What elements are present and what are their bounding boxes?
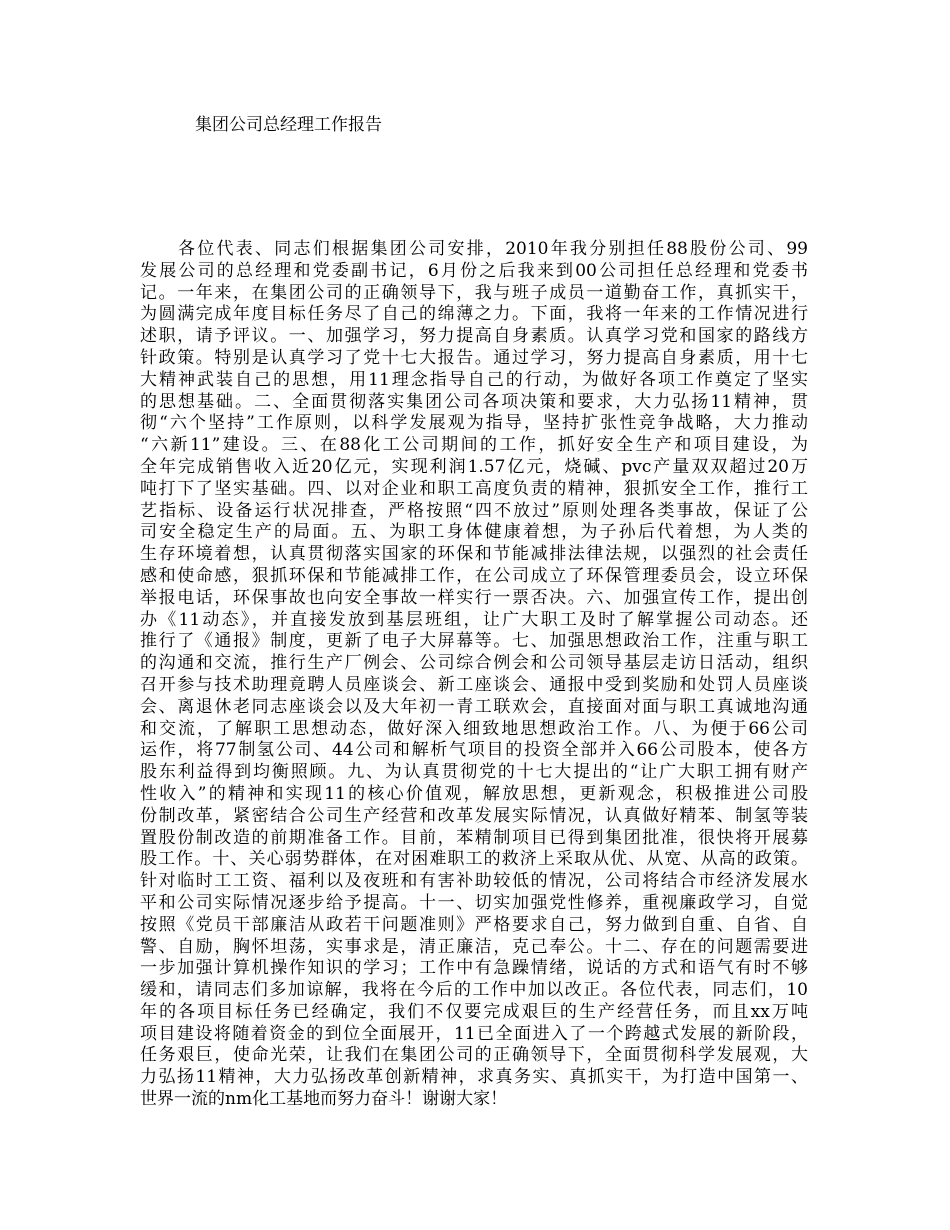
body-text-line: 置股份制改造的前期准备工作。目前，苯精制项目已得到集团批准，很快将开展募 xyxy=(140,827,808,848)
document-title: 集团公司总经理工作报告 xyxy=(195,115,382,135)
body-text-line: 举报电话，环保事故也向安全事故一样实行一票否决。六、加强宣传工作，提出创 xyxy=(140,587,808,608)
body-text-line: 各位代表、同志们根据集团公司安排，2010年我分别担任88股份公司、99 xyxy=(178,239,808,259)
body-text-line: 针对临时工工资、福利以及夜班和有害补助较低的情况，公司将结合市经济发展水 xyxy=(140,871,808,892)
body-text-line: 司安全稳定生产的局面。五、为职工身体健康着想，为子孙后代着想，为人类的 xyxy=(140,522,808,543)
body-text-line: 缓和，请同志们多加谅解，我将在今后的工作中加以改正。各位代表，同志们，10 xyxy=(140,980,808,1001)
body-text-line: 年的各项目标任务已经确定，我们不仅要完成艰巨的生产经营任务，而且xx万吨 xyxy=(140,1001,808,1022)
body-text-line: 艺指标、设备运行状况排查，严格按照“四不放过”原则处理各类事故，保证了公 xyxy=(140,500,808,521)
body-text-line: 为圆满完成年度目标任务尽了自己的绵薄之力。下面，我将一年来的工作情况进行 xyxy=(140,304,808,325)
body-text-line: 召开参与技术助理竟聘人员座谈会、新工座谈会、通报中受到奖励和处罚人员座谈 xyxy=(140,674,808,695)
body-text-line: 记。一年来，在集团公司的正确领导下，我与班子成员一道勤奋工作，真抓实干， xyxy=(140,282,808,303)
body-text-line: 大精神武装自己的思想，用11理念指导自己的行动，为做好各项工作奠定了坚实 xyxy=(140,369,808,390)
body-text-line: 份制改革，紧密结合公司生产经营和改革发展实际情况，认真做好精苯、制氢等装 xyxy=(140,805,808,826)
body-text-line: 会、离退休老同志座谈会以及大年初一青工联欢会，直接面对面与职工真诚地沟通 xyxy=(140,696,808,717)
body-text-line: 生存环境着想，认真贯彻落实国家的环保和节能减排法律法规，以强烈的社会责任 xyxy=(140,544,808,565)
body-text-line: 感和使命感，狠抓环保和节能减排工作，在公司成立了环保管理委员会，设立环保 xyxy=(140,565,808,586)
body-text-line: 股东利益得到均衡照顾。九、为认真贯彻党的十七大提出的“让广大职工拥有财产 xyxy=(140,762,808,783)
document-body xyxy=(140,239,808,1111)
body-text-line: 述职，请予评议。一、加强学习，努力提高自身素质。认真学习党和国家的路线方 xyxy=(140,326,808,347)
body-text-line: 力弘扬11精神，大力弘扬改革创新精神，求真务实、真抓实干，为打造中国第一、 xyxy=(140,1067,808,1088)
body-text-line: 彻“六个坚持”工作原则，以科学发展观为指导，坚持扩张性竞争战略，大力推动 xyxy=(140,413,808,434)
body-text-line: 警、自励，胸怀坦荡，实事求是，清正廉洁，克己奉公。十二、存在的问题需要进 xyxy=(140,936,808,957)
body-text-line: 针政策。特别是认真学习了党十七大报告。通过学习，努力提高自身素质，用十七 xyxy=(140,347,808,368)
body-text-line: 吨打下了坚实基础。四、以对企业和职工高度负责的精神，狠抓安全工作，推行工 xyxy=(140,478,808,499)
body-text-line: 任务艰巨，使命光荣，让我们在集团公司的正确领导下，全面贯彻科学发展观，大 xyxy=(140,1045,808,1066)
body-text-line: 一步加强计算机操作知识的学习；工作中有急躁情绪，说话的方式和语气有时不够 xyxy=(140,958,808,979)
body-text-line: “六新11”建设。三、在88化工公司期间的工作，抓好安全生产和项目建设，为 xyxy=(140,435,808,456)
body-text-line: 推行了《通报》制度，更新了电子大屏幕等。七、加强思想政治工作，注重与职工 xyxy=(140,631,808,652)
body-text-line: 世界一流的nm化工基地而努力奋斗！谢谢大家！ xyxy=(140,1089,508,1110)
body-text-line: 发展公司的总经理和党委副书记，6月份之后我来到00公司担任总经理和党委书 xyxy=(140,260,808,281)
body-text-line: 性收入”的精神和实现11的核心价值观，解放思想，更新观念，积极推进公司股 xyxy=(140,783,808,804)
body-text-line: 的思想基础。二、全面贯彻落实集团公司各项决策和要求，大力弘扬11精神，贯 xyxy=(140,391,808,412)
body-text-line: 项目建设将随着资金的到位全面展开，11已全面进入了一个跨越式发展的新阶段， xyxy=(140,1023,808,1044)
body-text-line: 全年完成销售收入近20亿元，实现利润1.57亿元，烧碱、pvc产量双双超过20万 xyxy=(140,456,808,477)
body-text-line: 和交流，了解职工思想动态，做好深入细致地思想政治工作。八、为便于66公司 xyxy=(140,718,808,739)
body-text-line: 按照《党员干部廉洁从政若干问题准则》严格要求自己，努力做到自重、自省、自 xyxy=(140,914,808,935)
body-text-line: 股工作。十、关心弱势群体，在对困难职工的救济上采取从优、从宽、从高的政策。 xyxy=(140,849,808,870)
body-text-line: 办《11动态》，并直接发放到基层班组，让广大职工及时了解掌握公司动态。还 xyxy=(140,609,808,630)
body-text-line: 的沟通和交流，推行生产厂例会、公司综合例会和公司领导基层走访日活动，组织 xyxy=(140,653,808,674)
body-text-line: 平和公司实际情况逐步给予提高。十一、切实加强党性修养，重视廉政学习，自觉 xyxy=(140,892,808,913)
body-text-line: 运作，将77制氢公司、44公司和解析气项目的投资全部并入66公司股本，使各方 xyxy=(140,740,808,761)
